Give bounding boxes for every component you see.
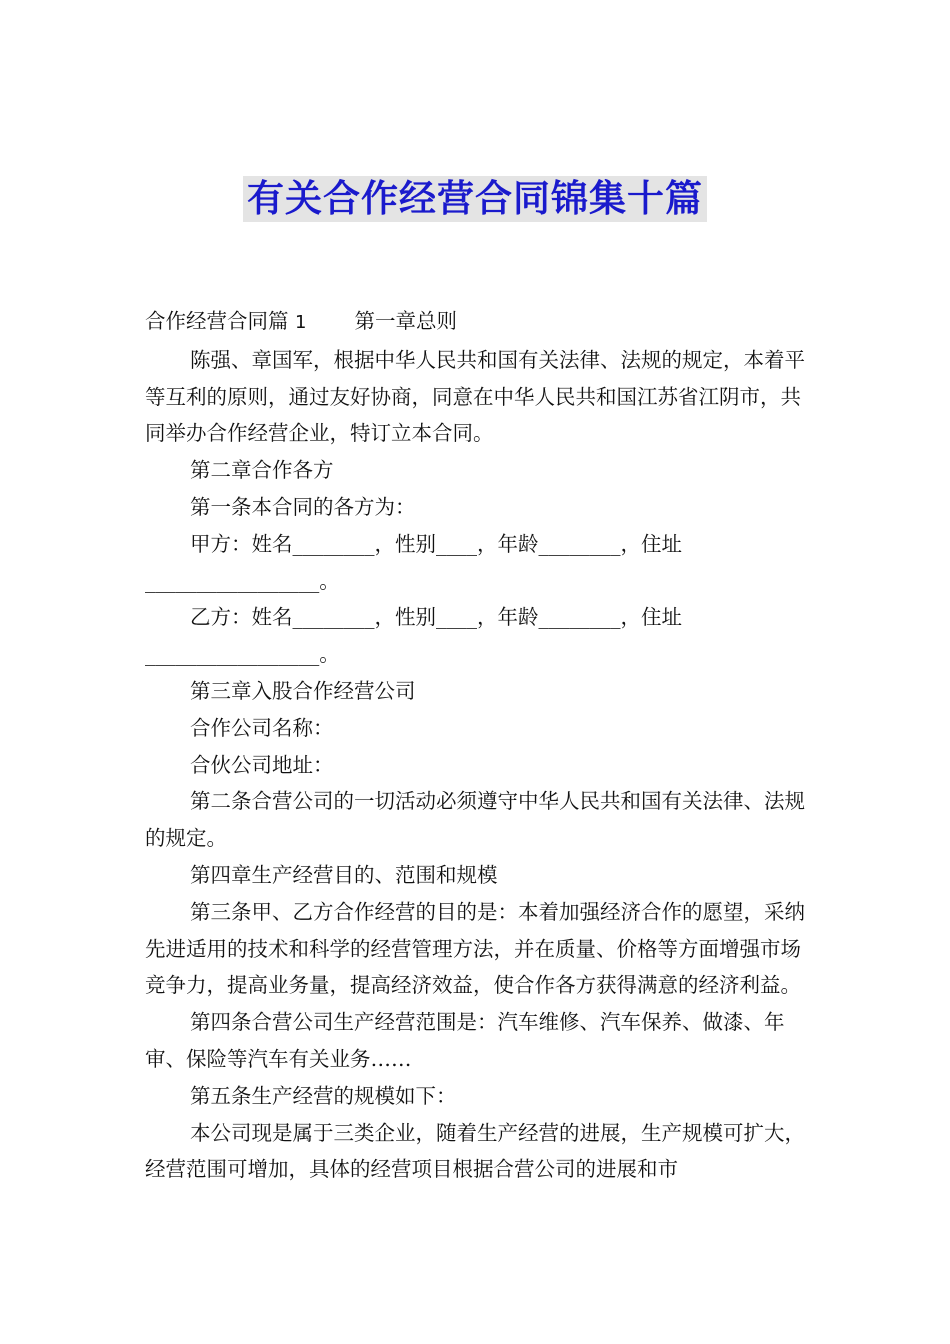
paragraph: 甲方：姓名________，性别____，年龄________，住址_________________。	[145, 531, 682, 593]
paragraph: 第二章合作各方	[190, 458, 334, 483]
paragraph: 合伙公司地址：	[190, 752, 334, 777]
paragraph: 合作公司名称：	[190, 715, 334, 740]
section-heading-label: 合作经营合同篇	[145, 309, 289, 333]
document-title-text: 有关合作经营合同锦集十篇	[243, 176, 707, 222]
document-body	[145, 303, 813, 1188]
section-heading-number: 1	[295, 312, 307, 333]
paragraph: 第二条合营公司的一切活动必须遵守中华人民共和国有关法律、法规的规定。	[145, 789, 805, 851]
paragraph: 本公司现是属于三类企业，随着生产经营的进展，生产规模可扩大，经营范围可增加，具体的经营项目根据合营公司的进展和市	[145, 1120, 805, 1182]
paragraph: 第三章入股合作经营公司	[190, 678, 416, 703]
paragraph: 第三条甲、乙方合作经营的目的是：本着加强经济合作的愿望，采纳先进适用的技术和科学的经营管理方法，并在质量、价格等方面增强市场竞争力，提高业务量，提高经济效益，使合作各方获得满意的经济利益。	[145, 899, 805, 998]
chapter-heading: 第一章总则	[354, 309, 457, 333]
paragraph: 第四章生产经营目的、范围和规模	[190, 862, 498, 887]
paragraph: 陈强、章国军，根据中华人民共和国有关法律、法规的规定，本着平等互利的原则，通过友好协商，同意在中华人民共和国江苏省江阴市，共同举办合作经营企业，特订立本合同。	[145, 347, 805, 446]
paragraph: 乙方：姓名________，性别____，年龄________，住址_________________。	[145, 605, 682, 667]
section-heading-line	[145, 303, 813, 342]
document-title	[0, 176, 950, 222]
paragraph: 第一条本合同的各方为：	[190, 494, 416, 519]
paragraph: 第五条生产经营的规模如下：	[190, 1083, 457, 1108]
paragraph: 第四条合营公司生产经营范围是：汽车维修、汽车保养、做漆、年审、保险等汽车有关业务……	[145, 1010, 785, 1071]
